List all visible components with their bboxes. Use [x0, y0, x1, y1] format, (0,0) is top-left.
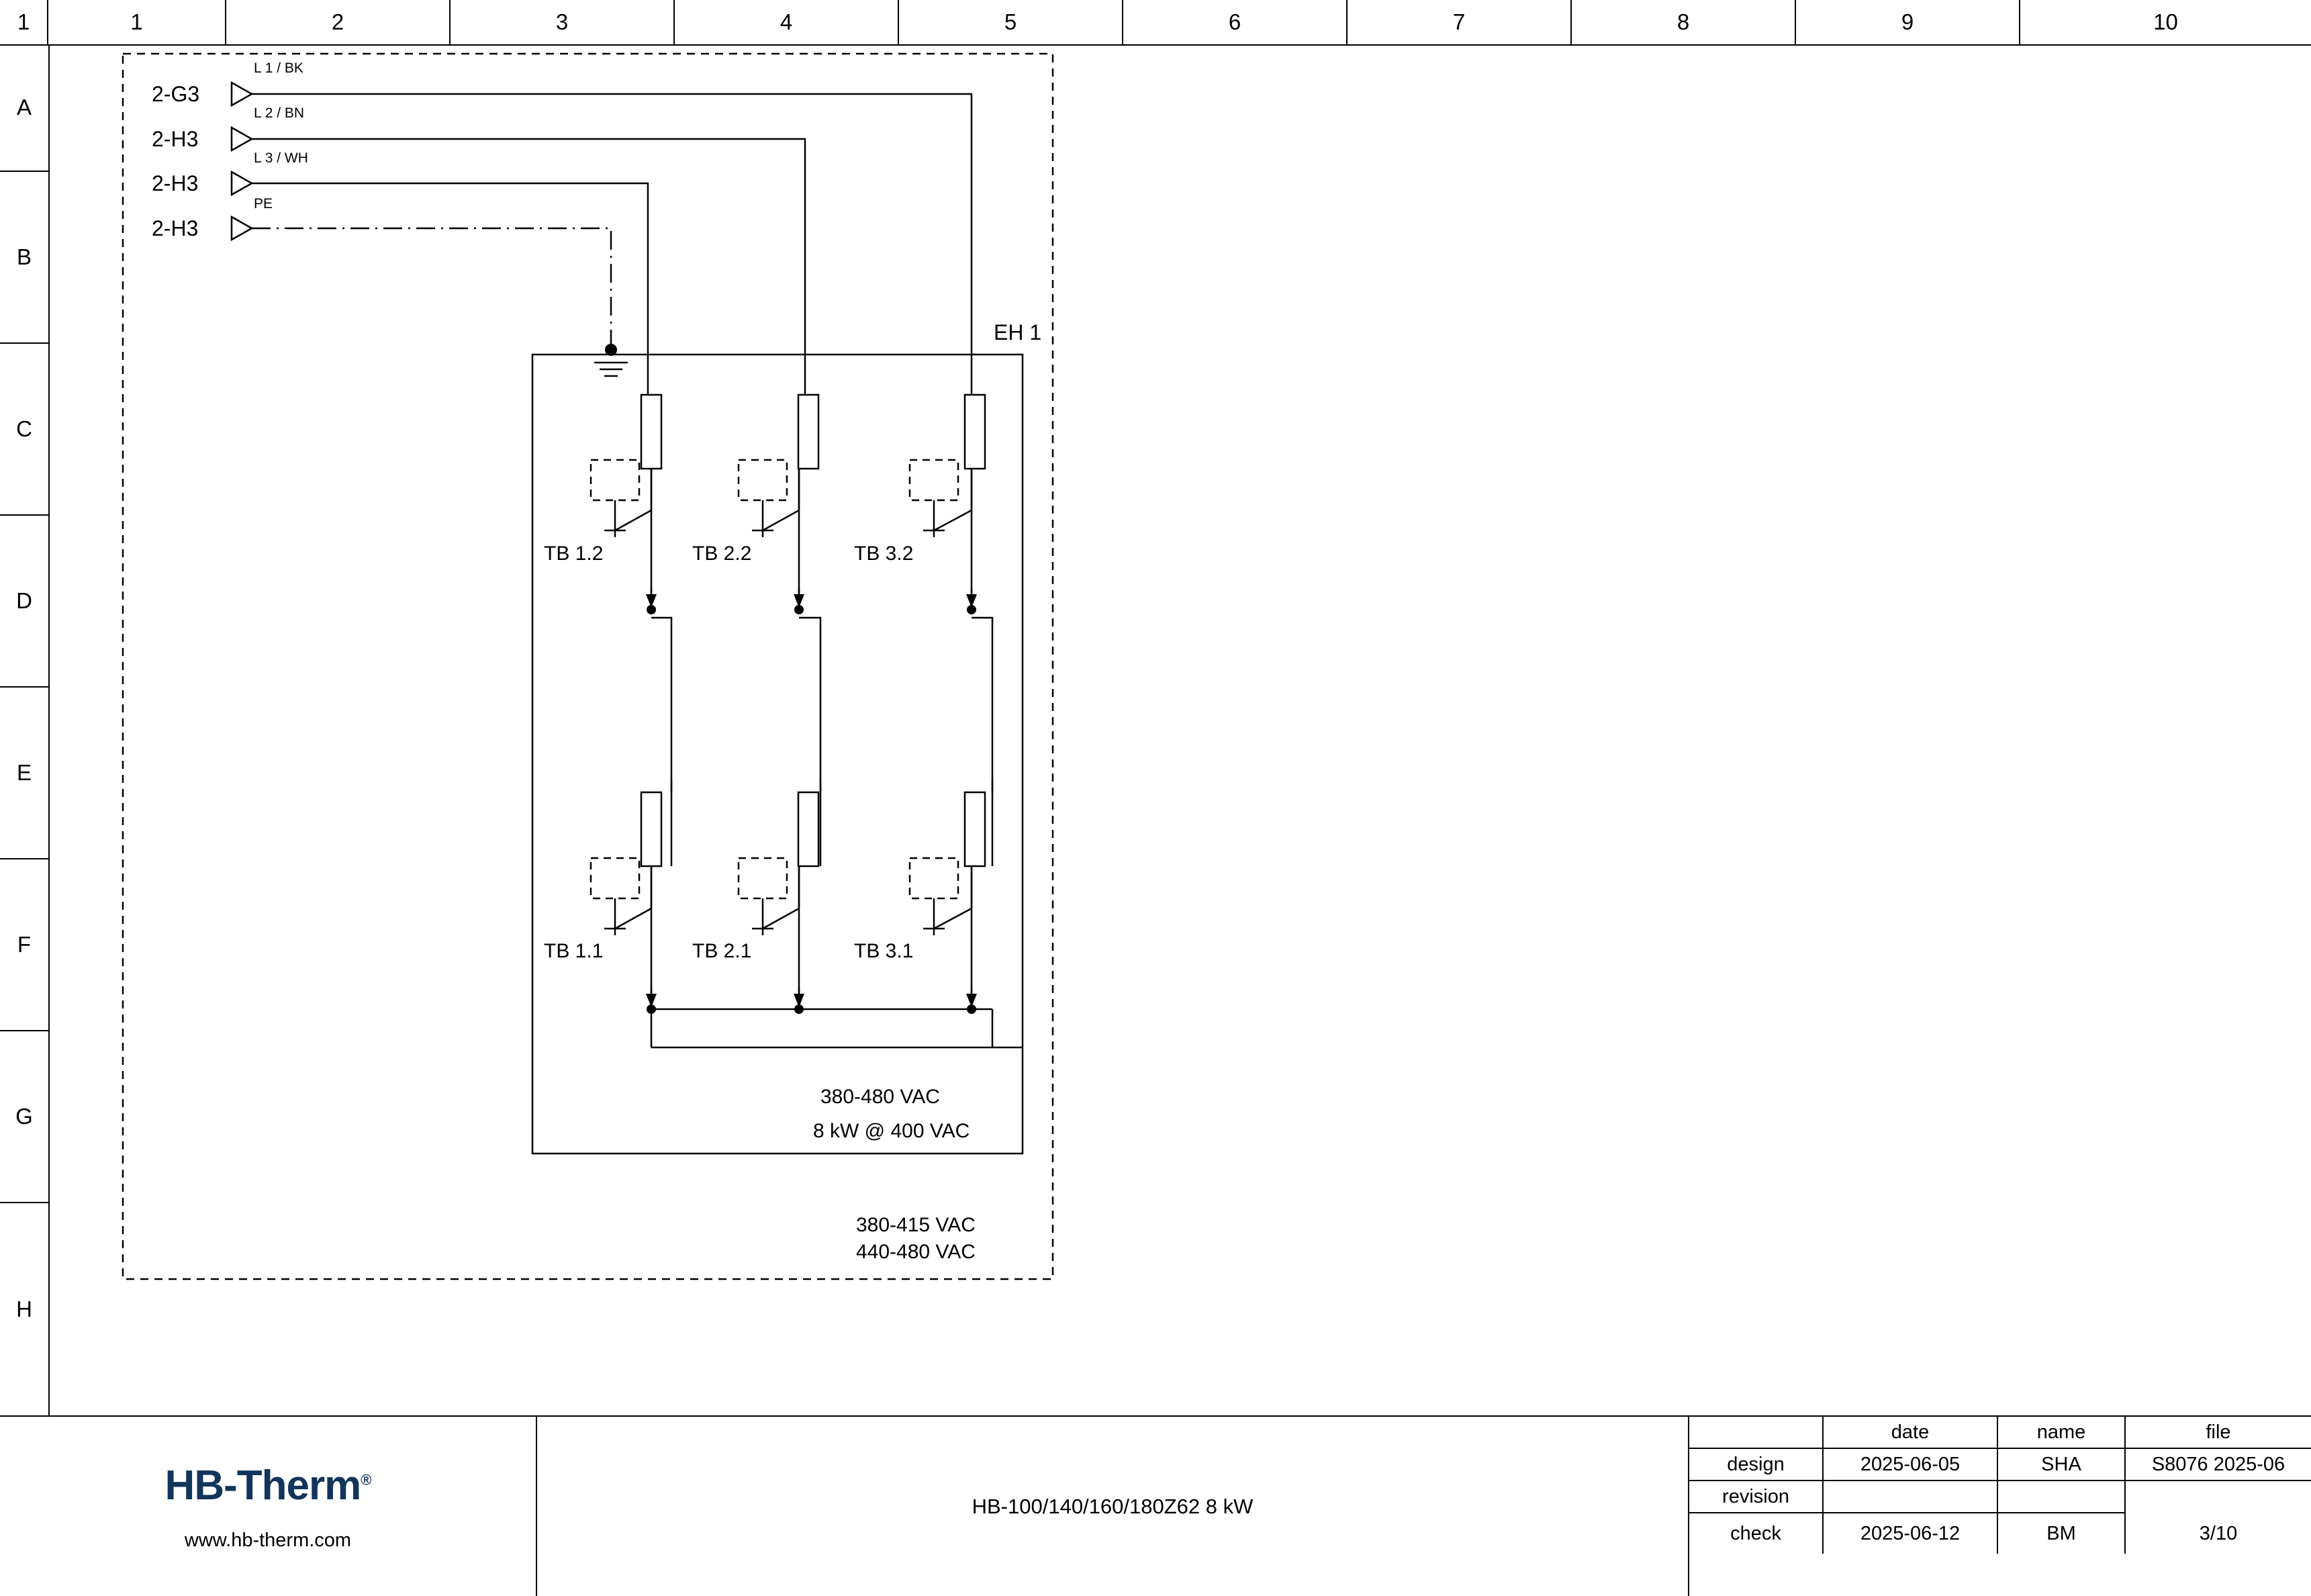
source-ref-1: 2-G3 — [152, 82, 200, 106]
column-header-7: 6 — [1123, 0, 1348, 44]
design-file: S8076 2025-06 — [2126, 1449, 2311, 1481]
heater-rating-line2: 8 kW @ 400 VAC — [813, 1120, 970, 1142]
source-ref-3: 2-H3 — [152, 171, 199, 195]
page-number: 3/10 — [2199, 1522, 2238, 1544]
title-block — [0, 1415, 2311, 1595]
column-header-5: 4 — [675, 0, 899, 44]
check-date: 2025-06-12 — [1824, 1513, 1998, 1554]
heater-block-label: EH 1 — [994, 320, 1042, 344]
header-file: file — [2126, 1417, 2311, 1449]
row-header-f: F — [0, 859, 48, 1031]
title-table-header-row — [1689, 1417, 2311, 1449]
drawing-description: HB-100/140/160/180Z62 8 kW — [537, 1417, 1689, 1596]
title-table-row-design — [1689, 1449, 2311, 1481]
logo-text-wrap — [165, 1462, 371, 1509]
logo-name: HB-Therm — [164, 1462, 361, 1509]
column-header-2: 1 — [48, 0, 226, 44]
thermostat-label-tb32: TB 3.2 — [854, 543, 914, 565]
source-ref-2: 2-H3 — [152, 127, 199, 151]
logo-registered-mark: ® — [361, 1470, 371, 1488]
row-header-c: C — [0, 344, 48, 516]
title-block-table — [1689, 1417, 2311, 1596]
thermostat-label-tb31: TB 3.1 — [854, 940, 914, 962]
column-header-9: 8 — [1572, 0, 1796, 44]
source-wire-4: PE — [254, 196, 273, 212]
check-name: BM — [1998, 1513, 2126, 1554]
header-date: date — [1824, 1417, 1998, 1449]
source-ref-4: 2-H3 — [152, 216, 199, 240]
column-header-10: 9 — [1796, 0, 2020, 44]
source-wire-3: L 3 / WH — [254, 150, 308, 166]
company-logo — [0, 1417, 537, 1596]
header-blank — [1689, 1417, 1824, 1449]
row-header-d: D — [0, 516, 48, 688]
row-label-check: check — [1689, 1513, 1824, 1554]
source-wire-1: L 1 / BK — [254, 60, 303, 76]
column-header-6: 5 — [899, 0, 1123, 44]
column-header-8: 7 — [1348, 0, 1572, 44]
source-wire-2: L 2 / BN — [254, 105, 305, 121]
thermostat-label-tb11: TB 1.1 — [544, 940, 604, 962]
design-date: 2025-06-05 — [1824, 1449, 1998, 1481]
row-label-design: design — [1689, 1449, 1824, 1481]
revision-file — [2126, 1481, 2311, 1513]
row-header-e: E — [0, 688, 48, 859]
row-label-revision: revision — [1689, 1481, 1824, 1513]
thermostat-label-tb22: TB 2.2 — [692, 543, 752, 565]
revision-date — [1824, 1481, 1998, 1513]
row-ruler — [0, 44, 50, 1415]
row-header-g: G — [0, 1031, 48, 1203]
column-header-3: 2 — [226, 0, 451, 44]
header-name: name — [1998, 1417, 2126, 1449]
thermostat-label-tb12: TB 1.2 — [544, 543, 604, 565]
row-header-b: B — [0, 172, 48, 344]
column-header-1: 1 — [0, 0, 48, 44]
supply-note-line1: 380-415 VAC — [856, 1214, 976, 1236]
row-header-a: A — [0, 44, 48, 172]
supply-note-line2: 440-480 VAC — [856, 1241, 976, 1263]
revision-name — [1998, 1481, 2126, 1513]
column-header-4: 3 — [451, 0, 675, 44]
row-header-h: H — [16, 1297, 32, 1321]
column-ruler — [0, 0, 2311, 46]
title-table-row-check — [1689, 1513, 2311, 1554]
title-table-row-revision — [1689, 1481, 2311, 1513]
heater-rating-line1: 380-480 VAC — [820, 1086, 940, 1108]
column-header-11: 10 — [2153, 9, 2178, 34]
thermostat-label-tb21: TB 2.1 — [692, 940, 752, 962]
company-url: www.hb-therm.com — [184, 1529, 352, 1551]
design-name: SHA — [1998, 1449, 2126, 1481]
